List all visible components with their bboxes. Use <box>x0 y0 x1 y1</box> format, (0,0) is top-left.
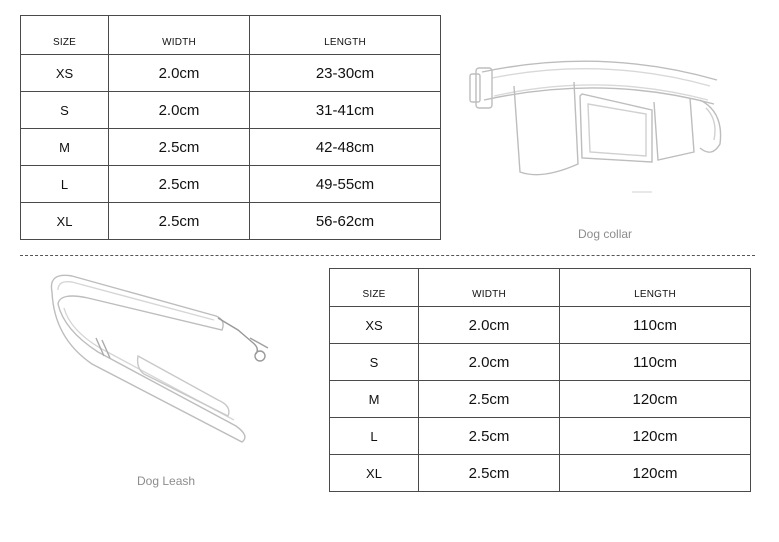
length-header: LENGTH <box>560 269 751 307</box>
length-cell: 31-41cm <box>250 92 441 129</box>
length-cell: 120cm <box>560 418 751 455</box>
width-cell: 2.0cm <box>419 307 560 344</box>
dog-leash-caption: Dog Leash <box>137 474 196 488</box>
size-cell: S <box>21 92 109 129</box>
leash-size-table <box>329 268 751 492</box>
table-row <box>21 166 441 203</box>
width-cell: 2.5cm <box>419 455 560 492</box>
length-cell: 49-55cm <box>250 166 441 203</box>
section-divider <box>20 255 755 256</box>
dog-collar-illustration <box>462 52 742 222</box>
table-header-row <box>330 269 751 307</box>
table-row <box>330 455 751 492</box>
width-header: WIDTH <box>419 269 560 307</box>
table-row <box>330 344 751 381</box>
length-cell: 56-62cm <box>250 203 441 240</box>
table-row <box>330 418 751 455</box>
width-cell: 2.5cm <box>109 166 250 203</box>
table-row <box>330 381 751 418</box>
width-cell: 2.0cm <box>109 55 250 92</box>
length-cell: 110cm <box>560 344 751 381</box>
width-cell: 2.5cm <box>109 203 250 240</box>
size-cell: L <box>21 166 109 203</box>
size-cell: S <box>330 344 419 381</box>
length-cell: 42-48cm <box>250 129 441 166</box>
length-cell: 120cm <box>560 381 751 418</box>
size-header: SIZE <box>330 269 419 307</box>
table-row <box>21 203 441 240</box>
dog-leash-illustration <box>38 268 288 448</box>
width-cell: 2.5cm <box>419 418 560 455</box>
width-header: WIDTH <box>109 16 250 55</box>
table-row <box>330 307 751 344</box>
width-cell: 2.5cm <box>419 381 560 418</box>
table-header-row <box>21 16 441 55</box>
size-cell: M <box>330 381 419 418</box>
length-header: LENGTH <box>250 16 441 55</box>
size-cell: M <box>21 129 109 166</box>
size-header: SIZE <box>21 16 109 55</box>
collar-size-table <box>20 15 441 240</box>
size-cell: XS <box>330 307 419 344</box>
size-cell: XS <box>21 55 109 92</box>
width-cell: 2.5cm <box>109 129 250 166</box>
table-row <box>21 55 441 92</box>
size-cell: XL <box>330 455 419 492</box>
dog-collar-caption: Dog collar <box>578 227 633 241</box>
table-row <box>21 92 441 129</box>
table-row <box>21 129 441 166</box>
length-cell: 23-30cm <box>250 55 441 92</box>
width-cell: 2.0cm <box>109 92 250 129</box>
width-cell: 2.0cm <box>419 344 560 381</box>
size-cell: XL <box>21 203 109 240</box>
size-cell: L <box>330 418 419 455</box>
length-cell: 110cm <box>560 307 751 344</box>
length-cell: 120cm <box>560 455 751 492</box>
